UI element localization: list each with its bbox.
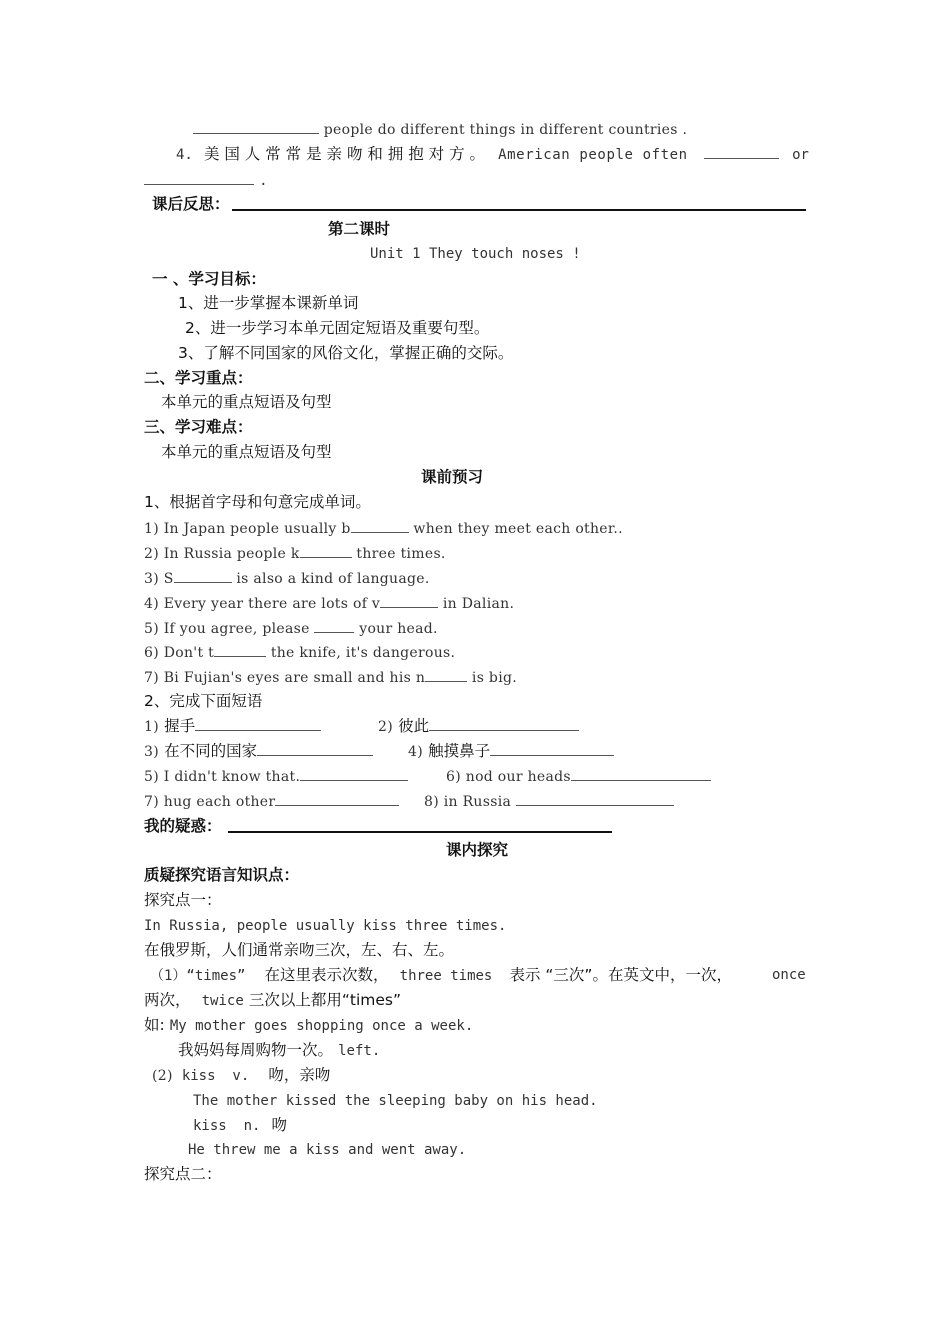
note-term: kiss v.: [181, 1068, 250, 1084]
answer-blank[interactable]: [275, 790, 399, 806]
fill-sentence: [144, 617, 438, 640]
task-1: 1、根据首字母和句意完成单词。: [144, 493, 371, 511]
example-chinese: 在俄罗斯，人们通常亲吻三次，左、右、左。: [144, 941, 455, 959]
explore-heading: 课内探究: [446, 841, 509, 859]
reflection-label: 课后反思：: [152, 195, 230, 213]
phrase-number: 6): [446, 769, 461, 785]
phrase-item: [408, 740, 614, 763]
explore-subheading: 质疑探究语言知识点：: [144, 866, 300, 884]
answer-blank[interactable]: [490, 740, 614, 756]
phrase-item: [144, 740, 373, 763]
sentence-end: in Dalian.: [442, 596, 515, 612]
phrase-item: [446, 765, 711, 788]
doubt-label: 我的疑惑：: [144, 817, 222, 835]
phrase-item: [144, 790, 399, 813]
note-text: 两次，: [144, 991, 191, 1009]
question-4-cont: [144, 169, 268, 192]
focus-heading: 二、学习重点：: [144, 369, 253, 387]
focus-text: 本单元的重点短语及句型: [161, 393, 332, 411]
goal-item: 3、了解不同国家的风俗文化，掌握正确的交际。: [178, 344, 514, 362]
note-text: 三次以上都用“times”: [248, 991, 402, 1009]
phrase-text: 在不同的国家: [164, 742, 258, 760]
continuation-line: [193, 118, 687, 141]
question-number: 4.: [176, 147, 193, 163]
note-term: twice: [201, 993, 244, 1009]
note-1-cont: [144, 989, 401, 1012]
answer-blank[interactable]: [429, 715, 579, 731]
note-text: 表示 “三次”。在英文中，一次，: [509, 966, 732, 984]
phrase-text: in Russia: [443, 794, 512, 810]
phrase-item: [424, 790, 674, 813]
difficulty-heading: 三、学习难点：: [144, 418, 253, 436]
once-word: once: [772, 967, 806, 983]
example-label: 如:: [144, 1016, 165, 1034]
answer-blank[interactable]: [193, 118, 319, 134]
sentence-end: is also a kind of language.: [236, 571, 430, 587]
answer-blank[interactable]: [300, 765, 408, 781]
sentence-start: 6) Don't t: [144, 645, 215, 661]
phrase-text: 彼此: [398, 717, 430, 735]
answer-blank[interactable]: [144, 169, 254, 185]
note-number: (2): [152, 1068, 173, 1084]
phrase-text: nod our heads: [465, 769, 571, 785]
sentence-end: when they meet each other..: [413, 521, 623, 537]
answer-blank[interactable]: [314, 617, 354, 633]
answer-blank[interactable]: [380, 592, 438, 608]
answer-blank[interactable]: [704, 143, 779, 159]
phrase-number: 5): [144, 769, 159, 785]
note-2-noun: [193, 1114, 287, 1137]
phrase-item: [144, 715, 321, 738]
fill-sentence: [144, 517, 623, 540]
goal-item: 2、进一步学习本单元固定短语及重要句型。: [185, 319, 490, 337]
note-term: three times: [399, 968, 493, 984]
answer-blank[interactable]: [257, 740, 373, 756]
sentence-start: 4) Every year there are lots of v: [144, 596, 381, 612]
sentence-end: the knife, it's dangerous.: [270, 645, 456, 661]
example-line: [144, 1014, 473, 1037]
phrase-number: 8): [424, 794, 439, 810]
phrase-number: 1): [144, 719, 159, 735]
doubt-line[interactable]: [228, 831, 612, 833]
answer-blank[interactable]: [351, 517, 409, 533]
point-2-label: 探究点二：: [144, 1165, 222, 1183]
note-text: 在这里表示次数，: [264, 966, 389, 984]
example-english: The mother kissed the sleeping baby on his head.: [193, 1093, 598, 1109]
question-chinese: 美 国 人 常 常 是 亲 吻 和 拥 抱 对 方 。: [203, 145, 486, 163]
unit-title: Unit 1 They touch noses !: [370, 246, 581, 262]
note-term: kiss n.: [193, 1118, 261, 1134]
note-1: [150, 964, 732, 987]
reflection-line[interactable]: [232, 209, 806, 211]
or-word: or: [792, 147, 809, 163]
fill-sentence: [144, 542, 446, 565]
note-term: （1）“times”: [150, 968, 246, 984]
example-translation: [178, 1039, 380, 1062]
answer-blank[interactable]: [300, 542, 352, 558]
goals-heading: 一 、学习目标：: [152, 270, 266, 288]
note-text: 吻: [271, 1116, 288, 1134]
phrase-text: 触摸鼻子: [428, 742, 491, 760]
sentence-end: your head.: [359, 621, 438, 637]
answer-blank[interactable]: [516, 790, 674, 806]
sentence-start: 1) In Japan people usually b: [144, 521, 351, 537]
question-english: American people often: [498, 147, 688, 163]
fill-sentence: [144, 641, 455, 664]
answer-blank[interactable]: [214, 641, 266, 657]
sentence-start: 3) S: [144, 571, 174, 587]
phrase-number: 3): [144, 744, 159, 760]
answer-blank[interactable]: [174, 567, 232, 583]
phrase-number: 4): [408, 744, 423, 760]
phrase-text: I didn't know that.: [163, 769, 301, 785]
fill-sentence: [144, 567, 430, 590]
sentence-start: 7) Bi Fujian's eyes are small and his n: [144, 670, 426, 686]
translation-text: 我妈妈每周购物一次。: [178, 1041, 334, 1059]
sentence-start: 2) In Russia people k: [144, 546, 300, 562]
phrase-text: hug each other: [163, 794, 276, 810]
fill-sentence: [144, 592, 514, 615]
question-4-blank-area: [704, 143, 809, 166]
example-english: In Russia, people usually kiss three times.: [144, 918, 507, 934]
phrase-text: 握手: [164, 717, 196, 735]
phrase-item: [144, 765, 408, 788]
point-1-label: 探究点一：: [144, 891, 222, 909]
answer-blank[interactable]: [425, 666, 467, 682]
task-2: 2、完成下面短语: [144, 692, 263, 710]
note-text: 吻，亲吻: [268, 1066, 331, 1084]
example-english: My mother goes shopping once a week.: [169, 1018, 474, 1034]
answer-blank[interactable]: [571, 765, 711, 781]
example-english: He threw me a kiss and went away.: [188, 1142, 467, 1158]
difficulty-text: 本单元的重点短语及句型: [161, 443, 332, 461]
trailing-word: left.: [338, 1043, 381, 1059]
question-4: [176, 143, 688, 166]
preview-heading: 课前预习: [421, 468, 484, 486]
continuation-text: people do different things in different countries .: [323, 122, 688, 138]
phrase-item: [378, 715, 579, 738]
sentence-start: 5) If you agree, please: [144, 621, 310, 637]
note-2: [152, 1064, 330, 1087]
goal-item: 1、进一步掌握本课新单词: [178, 294, 359, 312]
phrase-number: 2): [378, 719, 393, 735]
phrase-number: 7): [144, 794, 159, 810]
fill-sentence: [144, 666, 517, 689]
answer-blank[interactable]: [195, 715, 321, 731]
sentence-end: three times.: [356, 546, 446, 562]
sentence-end: is big.: [471, 670, 517, 686]
lesson-title: 第二课时: [328, 220, 391, 238]
period: .: [259, 173, 268, 189]
